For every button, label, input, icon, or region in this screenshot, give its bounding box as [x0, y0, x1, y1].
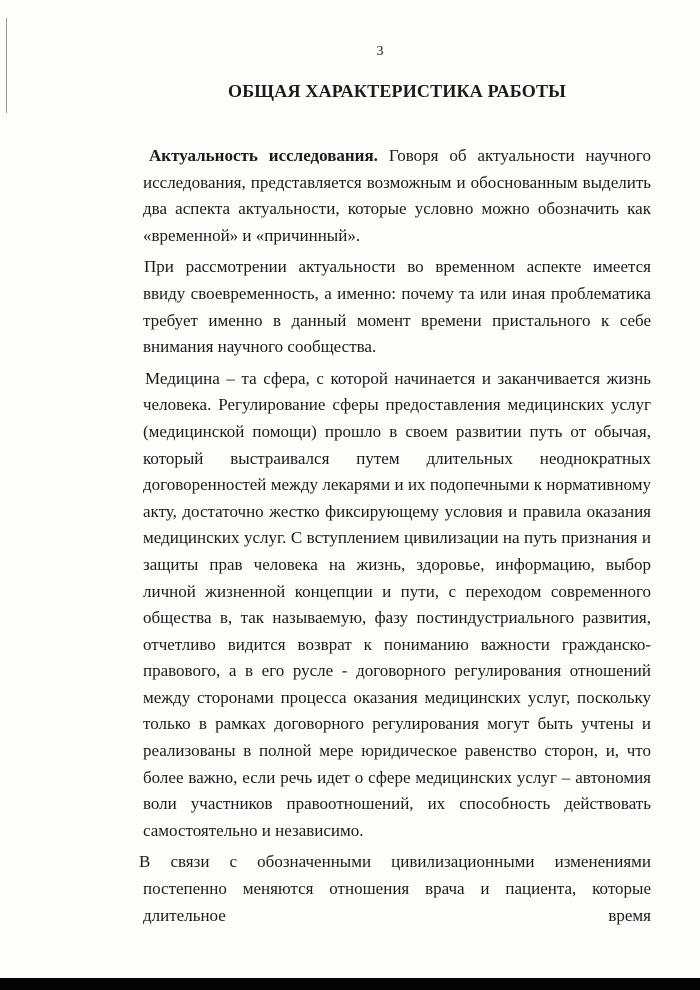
- paragraph-medicine: Медицина – та сфера, с которой начинается и заканчивается жизнь человека. Регулирование сферы предоставления медицинских услуг (медицинской помощи) прошло в своем развитии путь от обычая, который выстраивался путем длительных неоднократных договоренностей между лекарями и их подопечными к нормативному акту, достаточно жестко фиксирующему условия и правила оказания медицинских услуг. С вступлением цивилизации на путь признания и защиты прав человека на жизнь, здоровье, информацию, выбор личной жизненной концепции и пути, с переходом современного общества в, так называемую, фазу постиндустриального развития, отчетливо видится возврат к пониманию важности гражданско-правового, а в его русле - договорного регулирования отношений между сторонами процесса оказания медицинских услуг, поскольку только в рамках договорного регулирования могут быть учтены и реализованы в полной мере юридическое равенство сторон, и, что более важно, если речь идет о сфере медицинских услуг – автономия воли участников правоотношений, их способность действовать самостоятельно и независимо.: [143, 368, 651, 840]
- relevance-text: Говоря об актуальности научного исследования, представляется возможным и обоснованным выделить два аспекта актуальности, которые условно можно обозначить как «временной» и «причинный».: [143, 146, 651, 245]
- body-text: [139, 143, 651, 929]
- paragraph-relevance: [143, 143, 651, 249]
- relevance-heading: Актуальность исследования.: [149, 146, 378, 165]
- paragraph-civilization-changes: В связи с обозначенными цивилизационными изменениями постепенно меняются отношения врача и пациента, которые длительное время: [139, 852, 651, 925]
- scan-edge-line: [6, 18, 7, 113]
- paragraph-temporal-aspect: При рассмотрении актуальности во временном аспекте имеется ввиду своевременность, а именно: почему та или иная проблематика требует именно в данный момент времени пристального к себе внимания научного сообщества.: [143, 257, 651, 357]
- page-number: 3: [376, 44, 384, 59]
- scan-bottom-border: [0, 978, 700, 990]
- section-title: ОБЩАЯ ХАРАКТЕРИСТИКА РАБОТЫ: [228, 81, 567, 101]
